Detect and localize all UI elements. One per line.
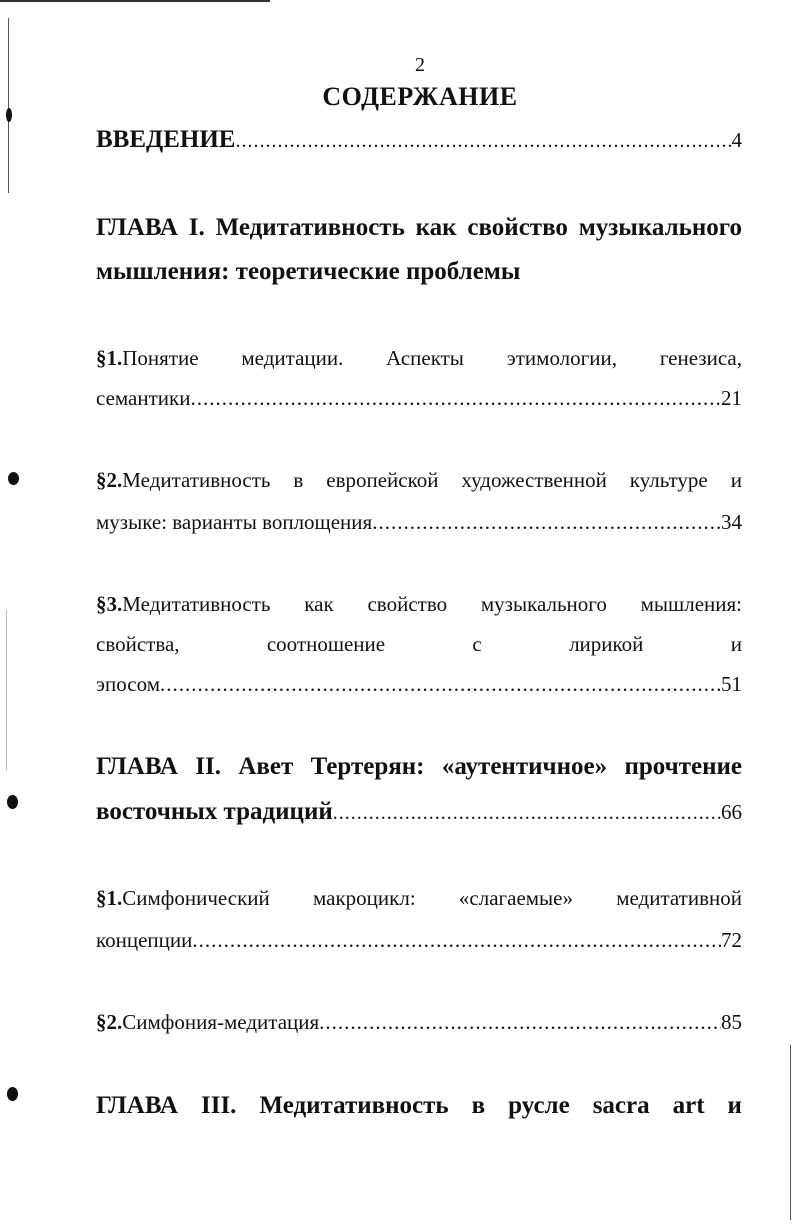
toc-ch1-section1-line2[interactable] (96, 386, 742, 411)
word: европейской (326, 468, 439, 492)
word: мышления: (640, 592, 742, 616)
word: как (415, 214, 457, 241)
section-number: §1. (96, 346, 123, 370)
word: I. (188, 214, 205, 241)
toc-leader (190, 386, 721, 411)
section-start (96, 468, 271, 493)
section-page: 85 (721, 1010, 742, 1034)
chapter1-title-continued: мышления: теоретические проблемы (96, 258, 521, 285)
word: макроцикл: (313, 886, 416, 910)
word: sacra (592, 1092, 650, 1119)
scan-blot (7, 1087, 18, 1101)
toc-chapter2-heading-line2[interactable] (96, 798, 742, 826)
toc-ch2-section1[interactable] (96, 886, 742, 911)
word: Медитативность (122, 592, 271, 616)
toc-chapter3-heading[interactable] (96, 1092, 742, 1120)
chapter2-title-continued: восточных традиций (96, 798, 333, 825)
word: художественной (461, 468, 607, 492)
word: Медитативность (215, 214, 405, 241)
word: свойство (467, 214, 568, 241)
word: Симфонический (122, 886, 270, 910)
toc-ch1-section3-line2[interactable] (96, 632, 742, 657)
page-number: 2 (415, 54, 425, 76)
toc-ch1-section2-line2[interactable] (96, 510, 742, 535)
section-title: Симфония-медитация (122, 1010, 320, 1034)
toc-leader (333, 802, 721, 825)
word: ГЛАВА (96, 1092, 178, 1119)
word: «слагаемые» (458, 886, 573, 910)
word: art (672, 1092, 705, 1119)
word: культуре (629, 468, 708, 492)
section-start (96, 1010, 319, 1035)
toc-chapter1-heading-line2[interactable] (96, 258, 742, 286)
word: в (293, 468, 304, 492)
toc-chapter1-heading[interactable] (96, 214, 742, 242)
toc-intro-page: 4 (731, 128, 742, 152)
section-page: 51 (721, 672, 742, 696)
section-number: §1. (96, 886, 123, 910)
word: Медитативность (122, 468, 271, 492)
section-title-continued: музыке: варианты воплощения (96, 510, 373, 534)
toc-leader (192, 928, 721, 953)
word: этимологии, (506, 346, 617, 370)
toc-ch1-section2[interactable] (96, 468, 742, 493)
word: Авет (238, 753, 294, 780)
section-number: §2. (96, 468, 123, 492)
toc-leader (319, 1010, 721, 1035)
word: музыкального (480, 592, 607, 616)
section-title-continued: эпосом (96, 672, 160, 696)
toc-ch2-section1-line2[interactable] (96, 928, 742, 953)
word: ГЛАВА (96, 753, 178, 780)
word: свойства, (96, 632, 180, 656)
toc-ch1-section3[interactable] (96, 592, 742, 617)
word: генезиса, (659, 346, 742, 370)
word: свойство (367, 592, 448, 616)
page-title: СОДЕРЖАНИЕ (322, 82, 518, 111)
scan-edge-top (0, 0, 270, 2)
section-title-continued: семантики (96, 386, 191, 410)
toc-intro-label: ВВЕДЕНИЕ (96, 126, 236, 153)
section-page: 72 (721, 928, 742, 952)
word: прочтение (624, 753, 742, 780)
toc-entry-intro[interactable] (96, 126, 742, 154)
word: русле (508, 1092, 570, 1119)
word: и (730, 468, 742, 492)
word: Тертерян: (310, 753, 425, 780)
word: II. (195, 753, 222, 780)
chapter2-page: 66 (721, 800, 742, 824)
toc-ch2-section2[interactable] (96, 1010, 742, 1035)
scan-edge-right (790, 1045, 791, 1220)
section-page: 34 (721, 510, 742, 534)
section-page: 21 (721, 386, 742, 410)
word: соотношение (266, 632, 386, 656)
section-number: §2. (96, 1010, 123, 1034)
section-title-continued: концепции (96, 928, 193, 952)
word: в (471, 1092, 486, 1119)
word: музыкального (578, 214, 742, 241)
scan-blot (8, 472, 19, 485)
scan-edge-left-faint (6, 610, 7, 770)
toc-ch1-section1[interactable] (96, 346, 742, 371)
section-start (96, 592, 271, 617)
word: и (727, 1092, 742, 1119)
toc-ch1-section3-line3[interactable] (96, 672, 742, 697)
word: ГЛАВА (96, 214, 178, 241)
word: медитативной (616, 886, 742, 910)
word: Аспекты (386, 346, 464, 370)
scan-blot (7, 795, 18, 809)
toc-leader (160, 672, 721, 697)
word: с (472, 632, 482, 656)
word: и (730, 632, 742, 656)
word: лирикой (569, 632, 644, 656)
word: медитации. (241, 346, 344, 370)
section-number: §3. (96, 592, 123, 616)
word: Медитативность (259, 1092, 449, 1119)
word: Понятие (122, 346, 199, 370)
word: III. (200, 1092, 237, 1119)
section-start (96, 346, 199, 371)
section-start (96, 886, 270, 911)
word: как (304, 592, 334, 616)
word: «аутентичное» (441, 753, 608, 780)
toc-leader (235, 130, 731, 153)
toc-chapter2-heading[interactable] (96, 753, 742, 781)
toc-leader (372, 510, 721, 535)
